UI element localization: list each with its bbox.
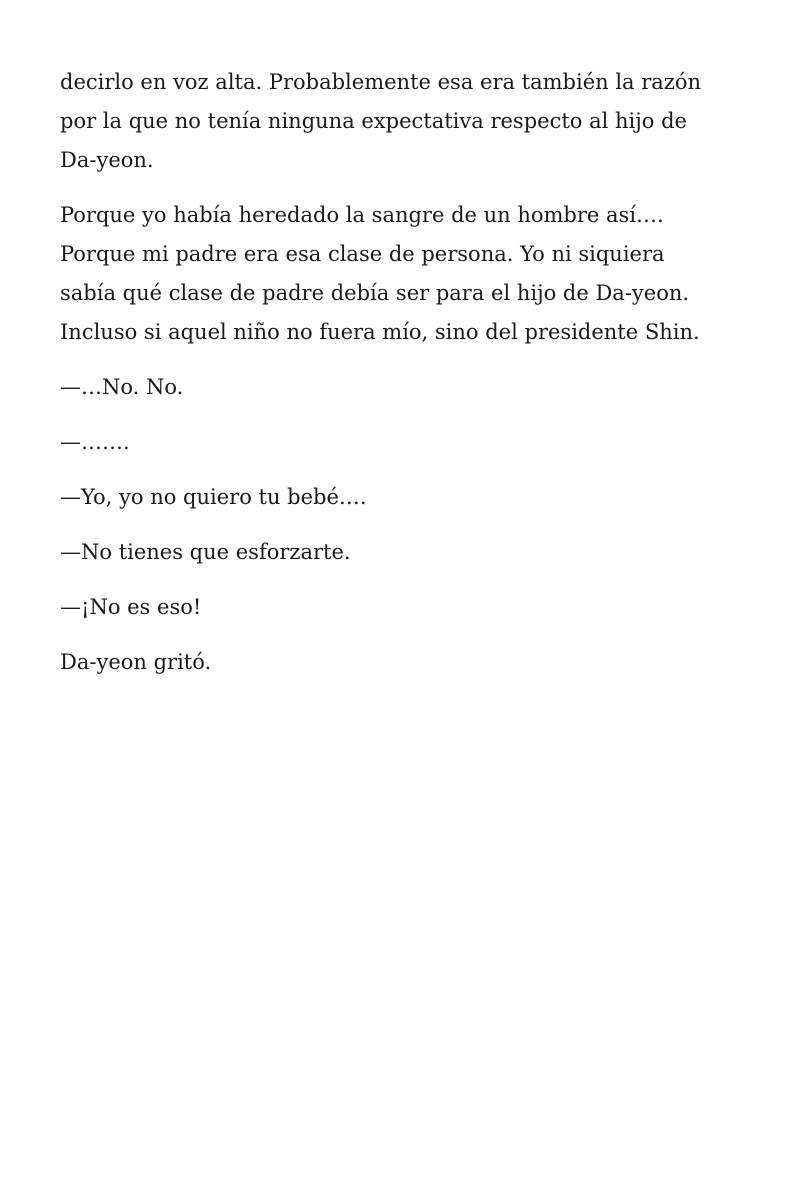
dialogue-line (60, 368, 750, 407)
dialogue-line (60, 478, 750, 517)
text-line: por la que no tenía ninguna expectativa respecto al hijo de (60, 109, 687, 133)
dialogue-line (60, 423, 750, 462)
text-line: —……. (60, 430, 130, 454)
text-line: Da-yeon. (60, 148, 154, 172)
page-body-text (60, 63, 750, 698)
paragraph (60, 196, 750, 352)
text-line: Porque yo había heredado la sangre de un hombre así…. (60, 203, 664, 227)
text-line: Incluso si aquel niño no fuera mío, sino del presidente Shin. (60, 320, 700, 344)
dialogue-line (60, 588, 750, 627)
text-line: —…No. No. (60, 375, 184, 399)
text-line: Porque mi padre era esa clase de persona. Yo ni siquiera (60, 242, 665, 266)
text-line: Da-yeon gritó. (60, 650, 212, 674)
paragraph (60, 643, 750, 682)
text-line: decirlo en voz alta. Probablemente esa era también la razón (60, 70, 702, 94)
text-line: —No tienes que esforzarte. (60, 540, 351, 564)
text-line: —¡No es eso! (60, 595, 202, 619)
dialogue-line (60, 533, 750, 572)
text-line: —Yo, yo no quiero tu bebé…. (60, 485, 367, 509)
paragraph (60, 63, 750, 180)
text-line: sabía qué clase de padre debía ser para el hijo de Da-yeon. (60, 281, 690, 305)
